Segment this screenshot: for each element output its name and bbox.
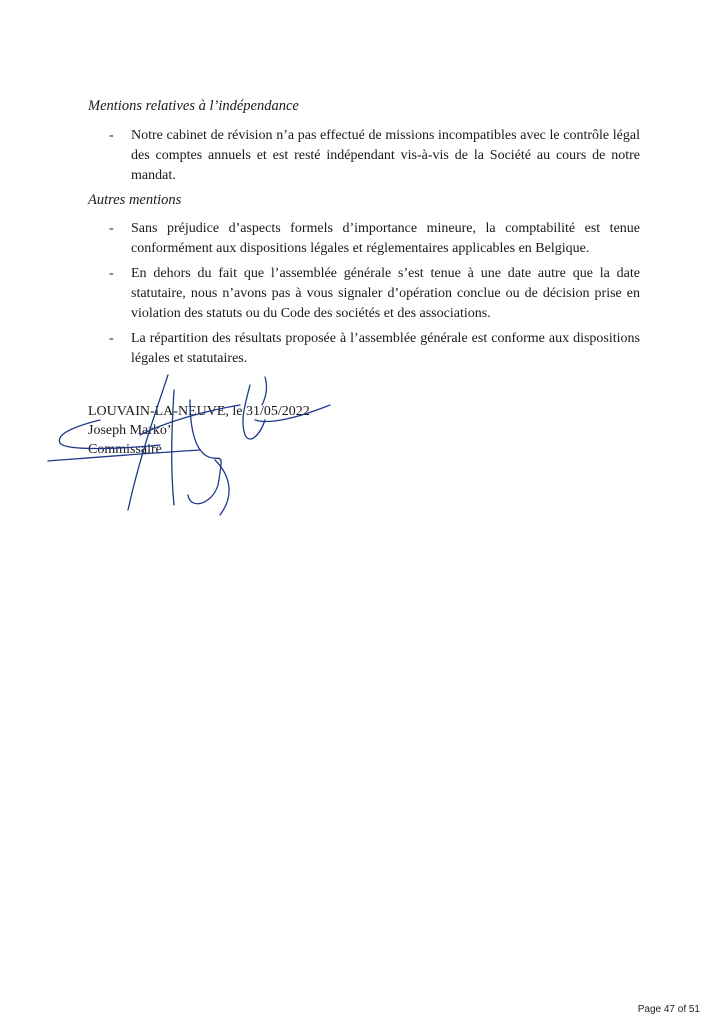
bullet-dash: - bbox=[109, 221, 114, 236]
bullet-dash: - bbox=[109, 266, 114, 281]
bullet-dash: - bbox=[109, 331, 114, 346]
signatory-name: Joseph Marko’ bbox=[88, 423, 172, 438]
list-item bbox=[109, 219, 640, 259]
other-item-text: Sans préjudice d’aspects formels d’importance mineure, la comptabilité est tenue conformément aux dispositions légales et réglementaires applicables en Belgique. bbox=[131, 221, 640, 256]
signatory-role: Commissaire bbox=[88, 442, 162, 457]
page-number: Page 47 of 51 bbox=[637, 1004, 700, 1015]
other-item-text: En dehors du fait que l’assemblée générale s’est tenue à une date autre que la date statutaire, nous n’avons pas à vous signaler d’opération conclue ou de décision prise en violation des statuts ou du Code des sociétés et des associations. bbox=[131, 266, 640, 321]
list-item bbox=[109, 264, 640, 324]
independence-item-text: Notre cabinet de révision n’a pas effectué de missions incompatibles avec le contrôle légal des comptes annuels et est resté indépendant vis-à-vis de la Société au cours de notre mandat. bbox=[131, 128, 640, 183]
bullet-dash: - bbox=[109, 128, 114, 143]
place-date: LOUVAIN-LA-NEUVE, le 31/05/2022 bbox=[88, 404, 310, 419]
other-item-text: La répartition des résultats proposée à l’assemblée générale est conforme aux dispositions légales et statutaires. bbox=[131, 331, 640, 366]
heading-other-mentions: Autres mentions bbox=[88, 192, 182, 208]
list-item bbox=[109, 126, 640, 186]
list-item bbox=[109, 329, 640, 369]
heading-independence: Mentions relatives à l’indépendance bbox=[88, 98, 299, 114]
handwritten-signature bbox=[40, 365, 360, 525]
